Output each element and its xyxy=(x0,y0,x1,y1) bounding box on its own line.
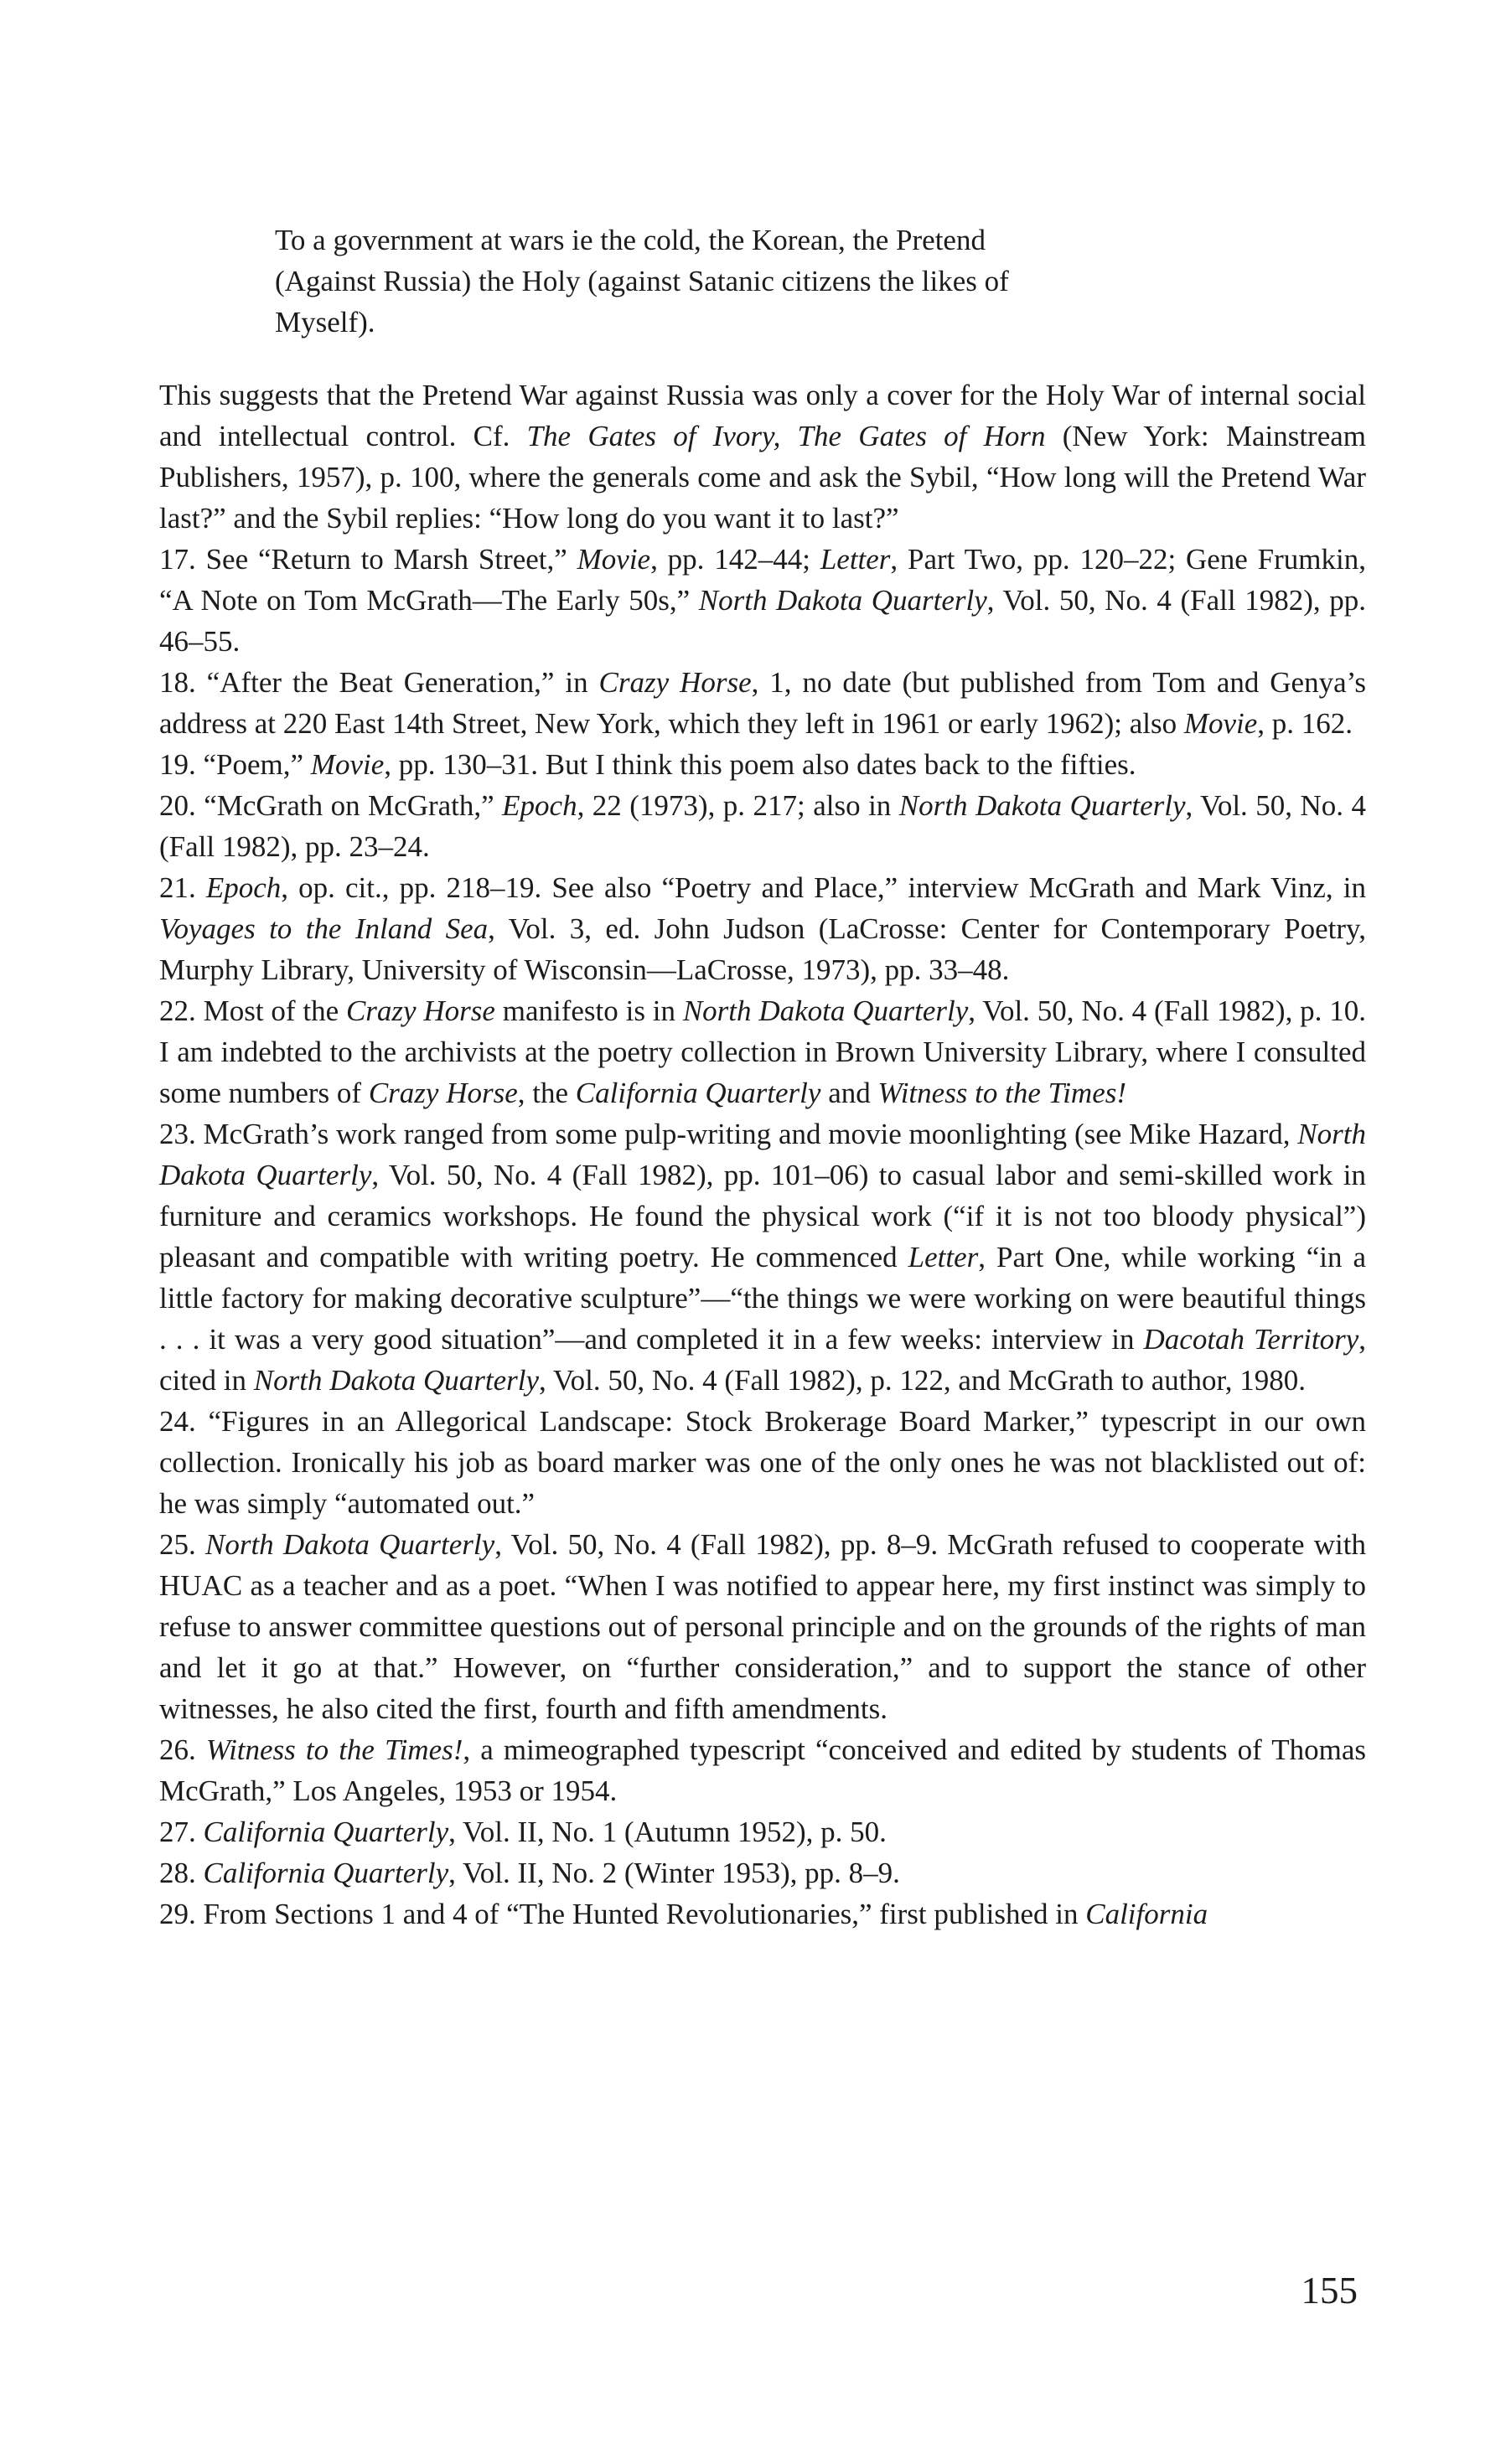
footnote-22: 22. Most of the Crazy Horse manifesto is in North Dakota Quarterly, Vol. 50, No. 4 (Fall 1982), p. 10. I am indebted to the archivists at the poetry collection in Brown University Library, where I consulted some numbers of Crazy Horse, the California Quarterly and Witness to the Times! xyxy=(159,994,1366,1109)
footnote-18: 18. “After the Beat Generation,” in Crazy Horse, 1, no date (but published from Tom and Genya’s address at 220 East 14th Street, New York, which they left in 1961 or early 1962); also Movie, p. 162. xyxy=(159,666,1366,740)
page-number: 155 xyxy=(1301,2270,1358,2312)
quote-line: (Against Russia) the Holy (against Satanic citizens the likes of xyxy=(275,265,1009,297)
footnote-27: 27. California Quarterly, Vol. II, No. 1 (Autumn 1952), p. 50. xyxy=(159,1816,887,1848)
footnote-28: 28. California Quarterly, Vol. II, No. 2 (Winter 1953), pp. 8–9. xyxy=(159,1857,900,1889)
footnote-24: 24. “Figures in an Allegorical Landscape: Stock Brokerage Board Marker,” typescript in our own collection. Ironically his job as board marker was one of the only ones he was not blacklisted out of: he was simply “automated out.” xyxy=(159,1405,1366,1520)
commentary-paragraph: This suggests that the Pretend War against Russia was only a cover for the Holy War of internal social and intellectual control. Cf. The Gates of Ivory, The Gates of Horn (New York: Mainstream Publishers, 1957), p. 100, where the generals come and ask the Sybil, “How long will the Pretend War last?” and the Sybil replies: “How long do you want it to last?” xyxy=(159,379,1366,535)
quote-line: To a government at wars ie the cold, the Korean, the Pretend xyxy=(275,224,986,256)
footnote-21: 21. Epoch, op. cit., pp. 218–19. See also “Poetry and Place,” interview McGrath and Mark Vinz, in Voyages to the Inland Sea, Vol. 3, ed. John Judson (LaCrosse: Center for Contemporary Poetry, Murphy Library, University of Wisconsin—LaCrosse, 1973), pp. 33–48. xyxy=(159,871,1367,986)
epigraph-quote xyxy=(275,220,1366,343)
footnote-20: 20. “McGrath on McGrath,” Epoch, 22 (1973), p. 217; also in North Dakota Quarterly, Vol. 50, No. 4 (Fall 1982), pp. 23–24. xyxy=(159,789,1367,863)
quote-line: Myself). xyxy=(275,306,375,338)
footnote-19: 19. “Poem,” Movie, pp. 130–31. But I think this poem also dates back to the fifties. xyxy=(159,748,1136,781)
footnote-17: 17. See “Return to Marsh Street,” Movie, pp. 142–44; Letter, Part Two, pp. 120–22; Gene Frumkin, “A Note on Tom McGrath—The Early 50s,” North Dakota Quarterly, Vol. 50, No. 4 (Fall 1982), pp. 46–55. xyxy=(159,543,1367,658)
footnote-29: 29. From Sections 1 and 4 of “The Hunted Revolutionaries,” first published in California xyxy=(159,1898,1208,1930)
footnote-23: 23. McGrath’s work ranged from some pulp-writing and movie moonlighting (see Mike Hazard, North Dakota Quarterly, Vol. 50, No. 4 (Fall 1982), pp. 101–06) to casual labor and semi-skilled work in furniture and ceramics workshops. He found the physical work (“if it is not too bloody physical”) pleasant and compatible with writing poetry. He commenced Letter, Part One, while working “in a little factory for making decorative sculpture”—“the things we were working on were beautiful things . . . it was a very good situation”—and completed it in a few weeks: interview in Dacotah Territory, cited in North Dakota Quarterly, Vol. 50, No. 4 (Fall 1982), p. 122, and McGrath to author, 1980. xyxy=(159,1118,1367,1397)
footnote-25: 25. North Dakota Quarterly, Vol. 50, No. 4 (Fall 1982), pp. 8–9. McGrath refused to cooperate with HUAC as a teacher and as a poet. “When I was notified to appear here, my first instinct was simply to refuse to answer committee questions out of personal principle and on the grounds of the rights of man and let it go at that.” However, on “further consideration,” and to support the stance of other witnesses, he also cited the first, fourth and fifth amendments. xyxy=(159,1528,1367,1725)
page-text xyxy=(159,220,1366,1935)
footnote-26: 26. Witness to the Times!, a mimeographed typescript “conceived and edited by students of Thomas McGrath,” Los Angeles, 1953 or 1954. xyxy=(159,1733,1366,1807)
